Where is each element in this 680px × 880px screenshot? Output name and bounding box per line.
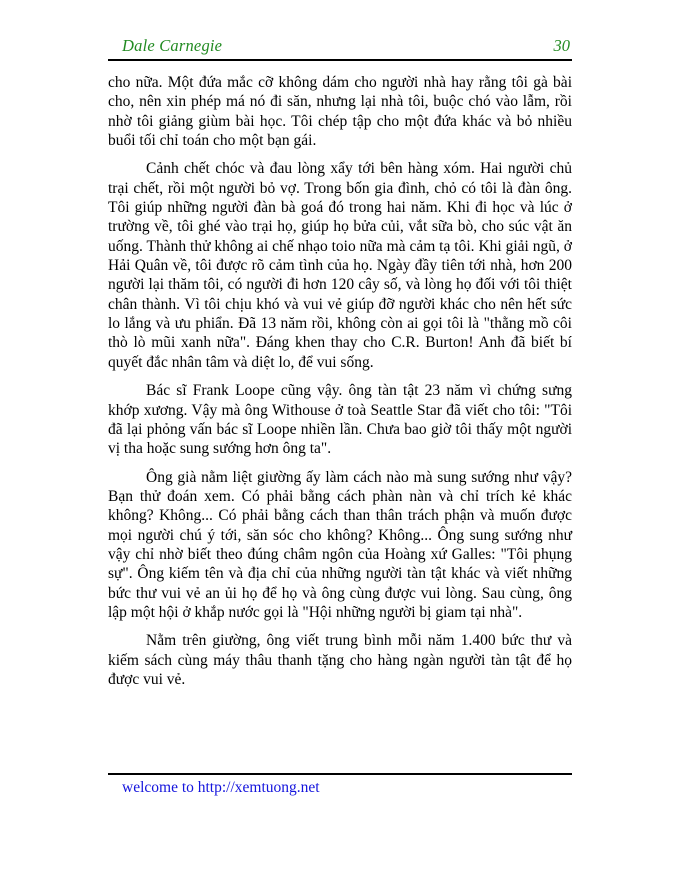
page-header <box>108 36 572 61</box>
body-paragraph: Nằm trên giường, ông viết trung bình mỗi năm 1.400 bức thư và kiếm sách cùng máy thâu thanh tặng cho hàng ngàn người tàn tật để họ được vui vẻ. <box>108 632 572 688</box>
header-page-number: 30 <box>553 36 570 55</box>
body-paragraph: Bác sĩ Frank Loope cũng vậy. ông tàn tật 23 năm vì chứng sưng khớp xương. Vậy mà ông Withouse ở toà Seattle Star đã viết cho tôi: "Tôi đã lại phỏng vấn bác sĩ Loope nhiền lần. Chưa bao giờ tôi thấy một người vị tha hoặc sung sướng hơn ông ta". <box>108 382 572 458</box>
body-paragraph: Ông già nằm liệt giường ấy làm cách nào mà sung sướng như vậy? Bạn thử đoán xem. Có phải bằng cách phàn nàn và chỉ trích kẻ khác không? Không... Có phải bằng cách than thân trách phận và muốn được mọi người chú ý tới, săn sóc cho không? Không... Ông sung sướng như vậy chỉ nhờ biết theo đúng châm ngôn của Hoàng xứ Galles: "Tôi phụng sự". Ông kiếm tên và địa chỉ của những người tàn tật khác và viết những bức thư vui vẻ an ủi họ để họ và ông cùng được vui lòng. Sau cùng, ông lập một hội ở khắp nước gọi là "Hội những người bị giam tại nhà". <box>108 468 572 621</box>
footer-link[interactable]: welcome to http://xemtuong.net <box>122 779 320 796</box>
body-paragraph: Cảnh chết chóc và đau lòng xẩy tới bên hàng xóm. Hai người chủ trại chết, rồi một người bỏ vợ. Trong bốn gia đình, chỏ có tôi là đàn ông. Tôi giúp những người đàn bà goá đó trong hai năm. Khi đi học và lúc ở trường về, tôi ghé vào trại họ, giúp họ bửa củi, vắt sữa bò, cho súc vật ăn uống. Thành thử không ai chế nhạo toio nữa mà cảm tạ tôi. Khi giải ngũ, ở Hải Quân về, tôi được rõ cảm tình của họ. Ngày đầy tiên tới nhà, hơn 200 người lại thăm tôi, có người đi hơn 120 cây số, và lòng họ đối với tôi thiệt chân thành. Vì tôi chịu khó và vui vẻ giúp đỡ người khác cho nên hết sức lo lắng và ưu phiẩn. Đã 13 năm rồi, không còn ai gọi tôi là "thằng mồ côi thò lò mũi xanh nữa". Đáng khen thay cho C.R. Burton! Anh đã biết bí quyết đắc nhân tâm và diệt lo, để vui sống. <box>108 160 572 371</box>
page-body <box>108 73 572 698</box>
body-paragraph: cho nữa. Một đứa mắc cỡ không dám cho người nhà hay rằng tôi gà bài cho, nên xin phép má nó đi săn, nhưng lại nhà tôi, buộc chó vào lẫm, rồi nhờ tôi giảng giùm bài học. Tôi chép tập cho một đứa khác và bỏ nhiều buổi tối chỉ toán cho một bạn gái. <box>108 74 572 150</box>
header-author: Dale Carnegie <box>122 36 223 55</box>
page-footer <box>108 773 572 797</box>
